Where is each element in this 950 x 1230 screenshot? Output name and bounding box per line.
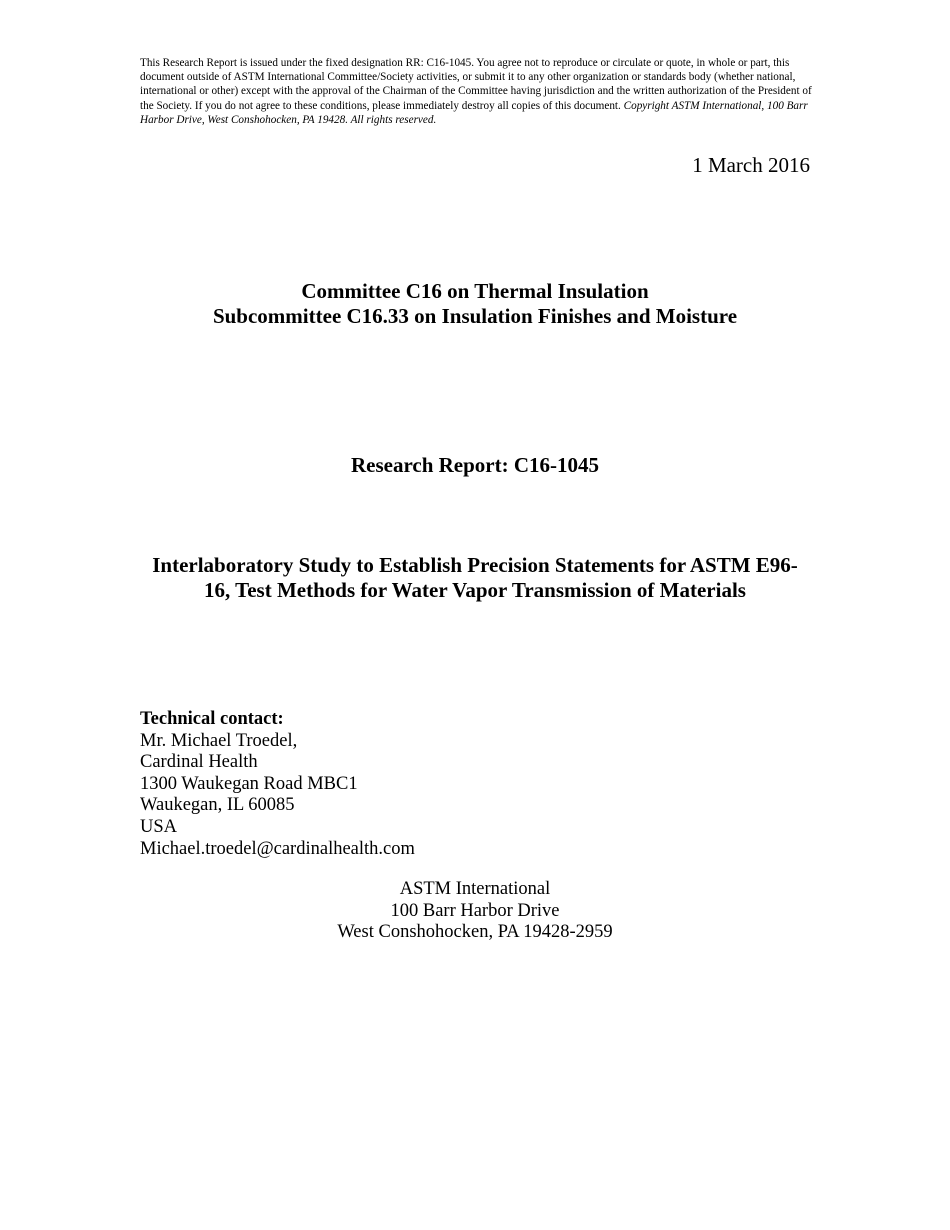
- astm-city: West Conshohocken, PA 19428-2959: [337, 922, 613, 943]
- contact-name: Mr. Michael Troedel,: [140, 730, 298, 751]
- committee-name: Committee C16 on Thermal Insulation: [301, 279, 649, 303]
- technical-contact: [140, 709, 415, 860]
- report-date: 1 March 2016: [692, 153, 810, 177]
- astm-street: 100 Barr Harbor Drive: [390, 900, 560, 921]
- study-title-line-2: 16, Test Methods for Water Vapor Transmission of Materials: [204, 578, 746, 602]
- contact-company: Cardinal Health: [140, 752, 258, 773]
- astm-org: ASTM International: [399, 879, 551, 899]
- usage-notice: [140, 56, 812, 127]
- copyright-text: Copyright ASTM International, 100 Barr Harbor Drive, West Conshohocken, PA 19428. All rights reserved.: [140, 99, 808, 126]
- report-id-heading: Research Report: C16-1045: [350, 453, 600, 477]
- contact-street: 1300 Waukegan Road MBC1: [140, 773, 358, 794]
- committee-heading: [140, 279, 810, 329]
- study-title: [140, 553, 810, 603]
- subcommittee-name: Subcommittee C16.33 on Insulation Finishes and Moisture: [212, 304, 738, 328]
- study-title-line-1: Interlaboratory Study to Establish Precision Statements for ASTM E96-: [152, 553, 798, 577]
- contact-city: Waukegan, IL 60085: [140, 795, 295, 816]
- technical-contact-heading: Technical contact:: [140, 709, 284, 729]
- contact-country: USA: [140, 816, 178, 837]
- notice-text: This Research Report is issued under the fixed designation RR: C16-1045. You agree not to reproduce or circulate or quote, in whole or part, this document outside of ASTM International Committee/Society activities, or submit it to any other organization or standards body (whether national, international or other) except with the approval of the Chairman of the Committee having jurisdiction and the written authorization of the President of the Society. If you do not agree to these conditions, please immediately destroy all copies of this document.: [140, 57, 812, 112]
- astm-address: [140, 879, 810, 944]
- contact-email: Michael.troedel@cardinalhealth.com: [140, 838, 415, 859]
